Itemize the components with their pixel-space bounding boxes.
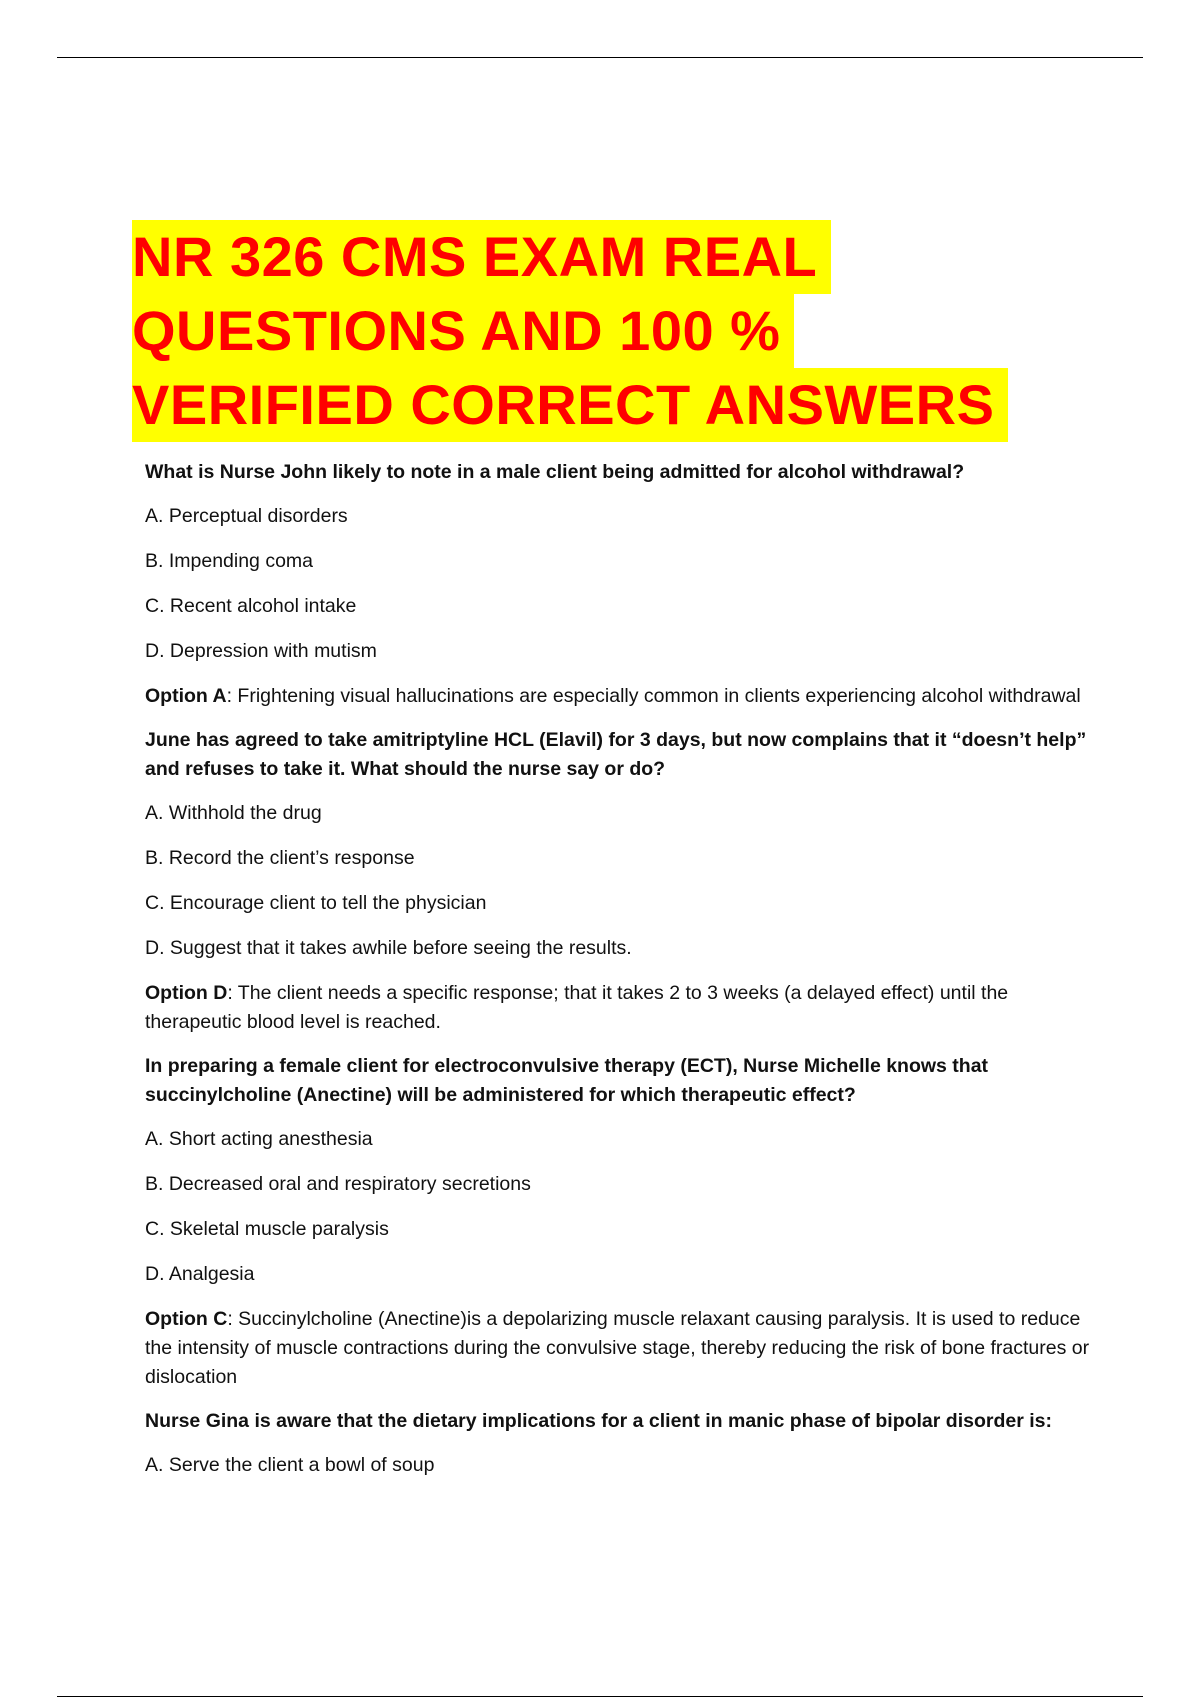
answer-option: B. Record the client’s response bbox=[145, 847, 415, 869]
question-text: Nurse Gina is aware that the dietary implications for a client in manic phase of bipolar disorder is: bbox=[145, 1410, 1052, 1432]
answer-text: : Succinylcholine (Anectine)is a depolarizing muscle relaxant causing paralysis. It is used to reduce the intensity of muscle contractions during the convulsive stage, thereby reducing the risk of bone fractures or dislocation bbox=[145, 1308, 1090, 1388]
question-text: June has agreed to take amitriptyline HCL (Elavil) for 3 days, but now complains that it “doesn’t help” and refuses to take it. What should the nurse say or do? bbox=[145, 729, 1087, 780]
answer-label: Option A bbox=[145, 685, 227, 707]
answer-explanation bbox=[145, 1305, 1095, 1392]
answer-option: D. Depression with mutism bbox=[145, 640, 377, 662]
question-text: What is Nurse John likely to note in a male client being admitted for alcohol withdrawal? bbox=[145, 461, 965, 483]
title-line-1: NR 326 CMS EXAM REAL bbox=[132, 220, 831, 294]
bottom-rule bbox=[57, 1696, 1143, 1697]
answer-option: C. Skeletal muscle paralysis bbox=[145, 1218, 389, 1240]
question-text: In preparing a female client for electroconvulsive therapy (ECT), Nurse Michelle knows that succinylcholine (Anectine) will be administered for which therapeutic effect? bbox=[145, 1055, 989, 1106]
answer-option: A. Perceptual disorders bbox=[145, 505, 348, 527]
answer-option: C. Encourage client to tell the physician bbox=[145, 892, 487, 914]
answer-explanation bbox=[145, 682, 1095, 711]
answer-label: Option C bbox=[145, 1308, 228, 1330]
answer-option: D. Analgesia bbox=[145, 1263, 255, 1285]
answer-option: A. Short acting anesthesia bbox=[145, 1128, 373, 1150]
answer-label: Option D bbox=[145, 982, 228, 1004]
answer-option: D. Suggest that it takes awhile before seeing the results. bbox=[145, 937, 632, 959]
top-rule bbox=[57, 57, 1143, 58]
answer-text: : Frightening visual hallucinations are especially common in clients experiencing alcohol withdrawal bbox=[226, 685, 1081, 707]
answer-option: B. Decreased oral and respiratory secretions bbox=[145, 1173, 531, 1195]
title-line-3: VERIFIED CORRECT ANSWERS bbox=[132, 368, 1008, 442]
title-line-2: QUESTIONS AND 100 % bbox=[132, 294, 794, 368]
questions-content bbox=[145, 458, 1095, 1496]
answer-text: : The client needs a specific response; that it takes 2 to 3 weeks (a delayed effect) until the therapeutic blood level is reached. bbox=[145, 982, 1009, 1033]
answer-option: A. Serve the client a bowl of soup bbox=[145, 1454, 435, 1476]
answer-option: C. Recent alcohol intake bbox=[145, 595, 357, 617]
answer-option: B. Impending coma bbox=[145, 550, 314, 572]
document-title bbox=[132, 220, 1132, 442]
answer-option: A. Withhold the drug bbox=[145, 802, 322, 824]
answer-explanation bbox=[145, 979, 1095, 1037]
